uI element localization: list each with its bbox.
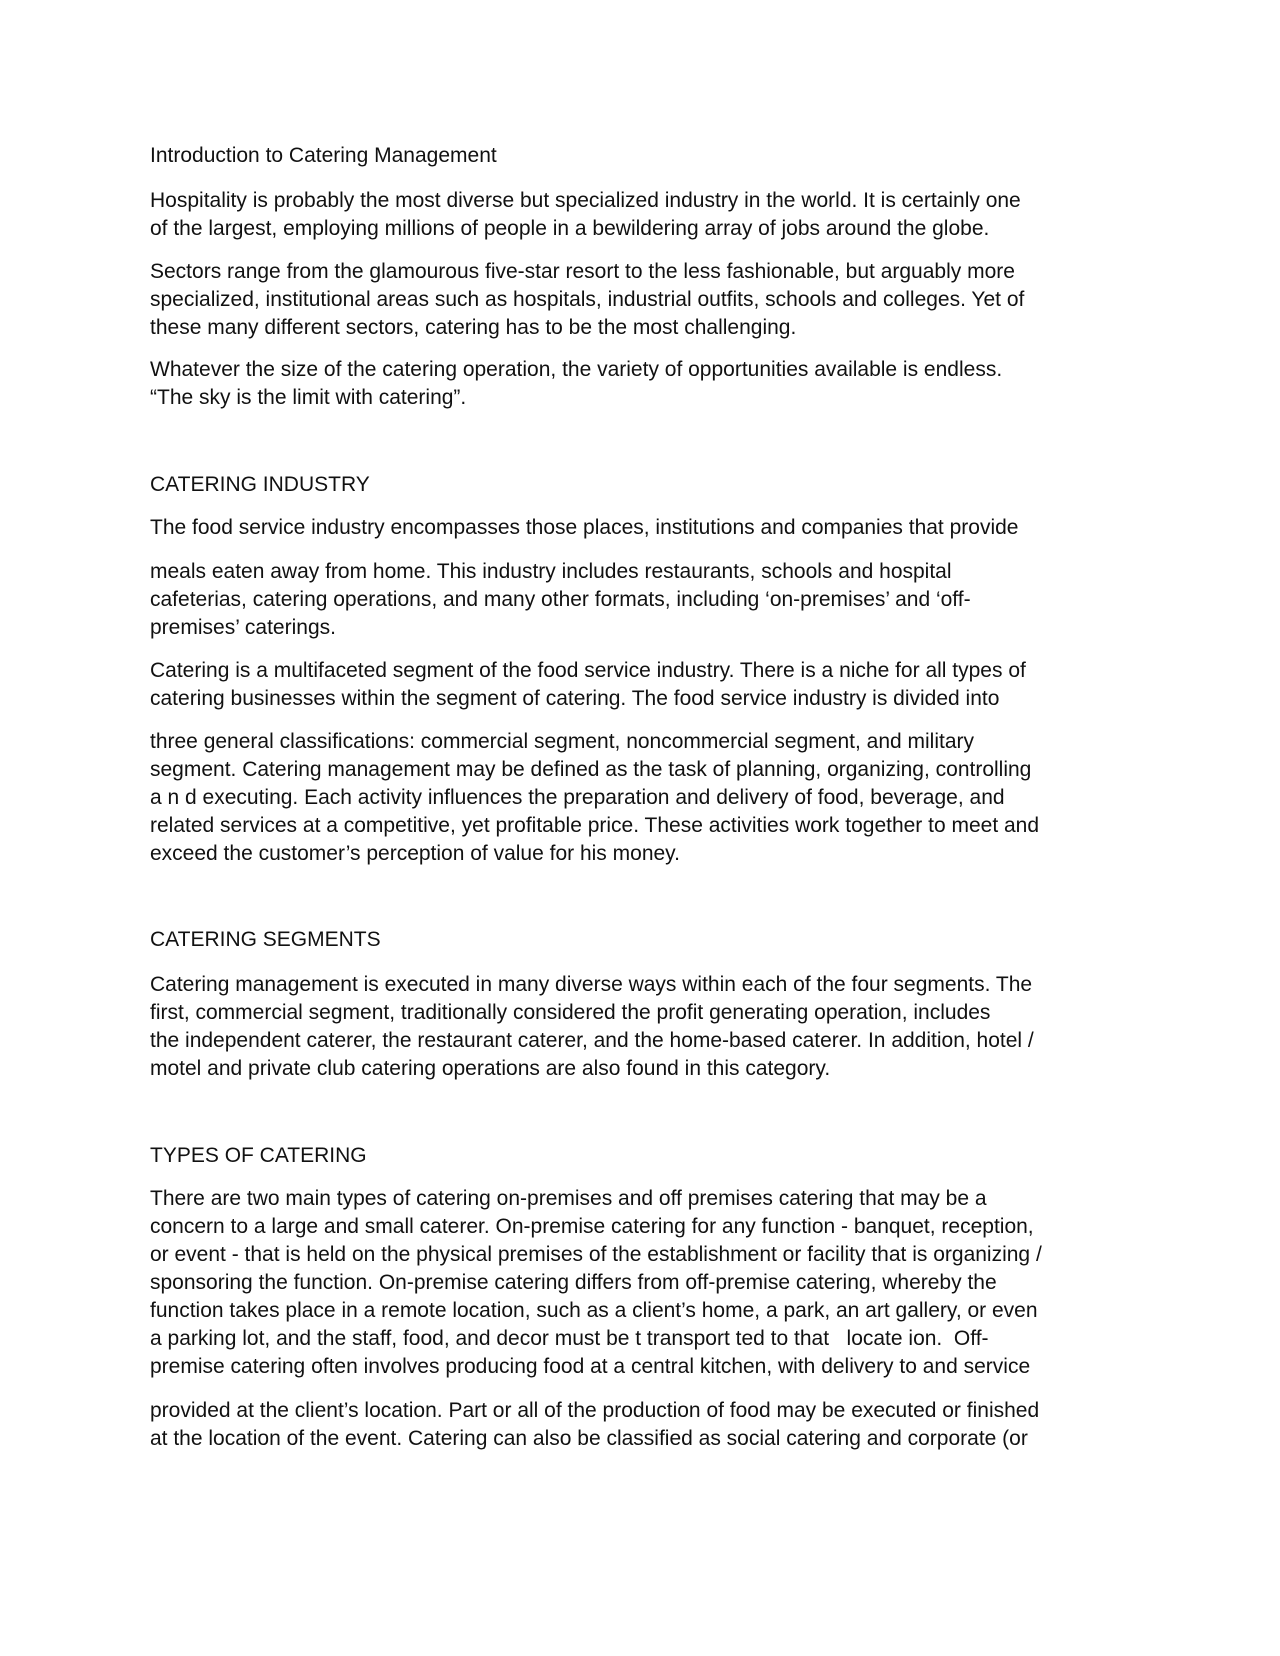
text-line: catering businesses within the segment of catering. The food service industry is divided into — [150, 687, 1000, 710]
text-line: The food service industry encompasses those places, institutions and companies that provide — [150, 516, 1019, 539]
text-line: cafeterias, catering operations, and many other formats, including ‘on-premises’ and ‘off- — [150, 588, 971, 611]
text-line: at the location of the event. Catering can also be classified as social catering and corporate (or — [150, 1427, 1028, 1450]
text-line: sponsoring the function. On-premise catering differs from off-premise catering, whereby the — [150, 1271, 997, 1294]
text-line: a n d executing. Each activity influences the preparation and delivery of food, beverage, and — [150, 786, 1005, 809]
document-title: Introduction to Catering Management — [150, 144, 497, 167]
text-line: function takes place in a remote location, such as a client’s home, a park, an art gallery, or even — [150, 1299, 1038, 1322]
text-line: Sectors range from the glamourous five-star resort to the less fashionable, but arguably more — [150, 260, 1015, 283]
text-line: exceed the customer’s perception of value for his money. — [150, 842, 680, 865]
text-line: three general classifications: commercial segment, noncommercial segment, and military — [150, 730, 975, 753]
text-line: segment. Catering management may be defined as the task of planning, organizing, controlling — [150, 758, 1032, 781]
text-line: or event - that is held on the physical premises of the establishment or facility that is organizing / — [150, 1243, 1042, 1266]
text-line: premise catering often involves producing food at a central kitchen, with delivery to and service — [150, 1355, 1031, 1378]
section-heading-types-of-catering: TYPES OF CATERING — [150, 1144, 367, 1167]
text-line: Catering is a multifaceted segment of the food service industry. There is a niche for all types of — [150, 659, 1026, 682]
text-line: Whatever the size of the catering operation, the variety of opportunities available is endless. — [150, 358, 1003, 381]
text-line: a parking lot, and the staff, food, and decor must be t transport ted to that locate ion. Off- — [150, 1327, 989, 1350]
text-line: specialized, institutional areas such as hospitals, industrial outfits, schools and colleges. Yet of — [150, 288, 1025, 311]
section-heading-catering-industry: CATERING INDUSTRY — [150, 473, 370, 496]
text-line: concern to a large and small caterer. On-premise catering for any function - banquet, reception, — [150, 1215, 1034, 1238]
text-line: first, commercial segment, traditionally considered the profit generating operation, includes — [150, 1001, 991, 1024]
text-line: these many different sectors, catering has to be the most challenging. — [150, 316, 797, 339]
section-heading-catering-segments: CATERING SEGMENTS — [150, 928, 381, 951]
text-line: meals eaten away from home. This industry includes restaurants, schools and hospital — [150, 560, 952, 583]
text-line: Catering management is executed in many diverse ways within each of the four segments. The — [150, 973, 1033, 996]
text-line: There are two main types of catering on-premises and off premises catering that may be a — [150, 1187, 987, 1210]
text-line: “The sky is the limit with catering”. — [150, 386, 467, 409]
text-line: of the largest, employing millions of people in a bewildering array of jobs around the globe. — [150, 217, 990, 240]
text-line: the independent caterer, the restaurant caterer, and the home-based caterer. In addition, hotel / — [150, 1029, 1034, 1052]
text-line: premises’ caterings. — [150, 616, 336, 639]
text-line: related services at a competitive, yet profitable price. These activities work together to meet and — [150, 814, 1040, 837]
text-line: Hospitality is probably the most diverse but specialized industry in the world. It is certainly one — [150, 189, 1021, 212]
text-line: provided at the client’s location. Part or all of the production of food may be executed or finished — [150, 1399, 1040, 1422]
text-line: motel and private club catering operations are also found in this category. — [150, 1057, 831, 1080]
